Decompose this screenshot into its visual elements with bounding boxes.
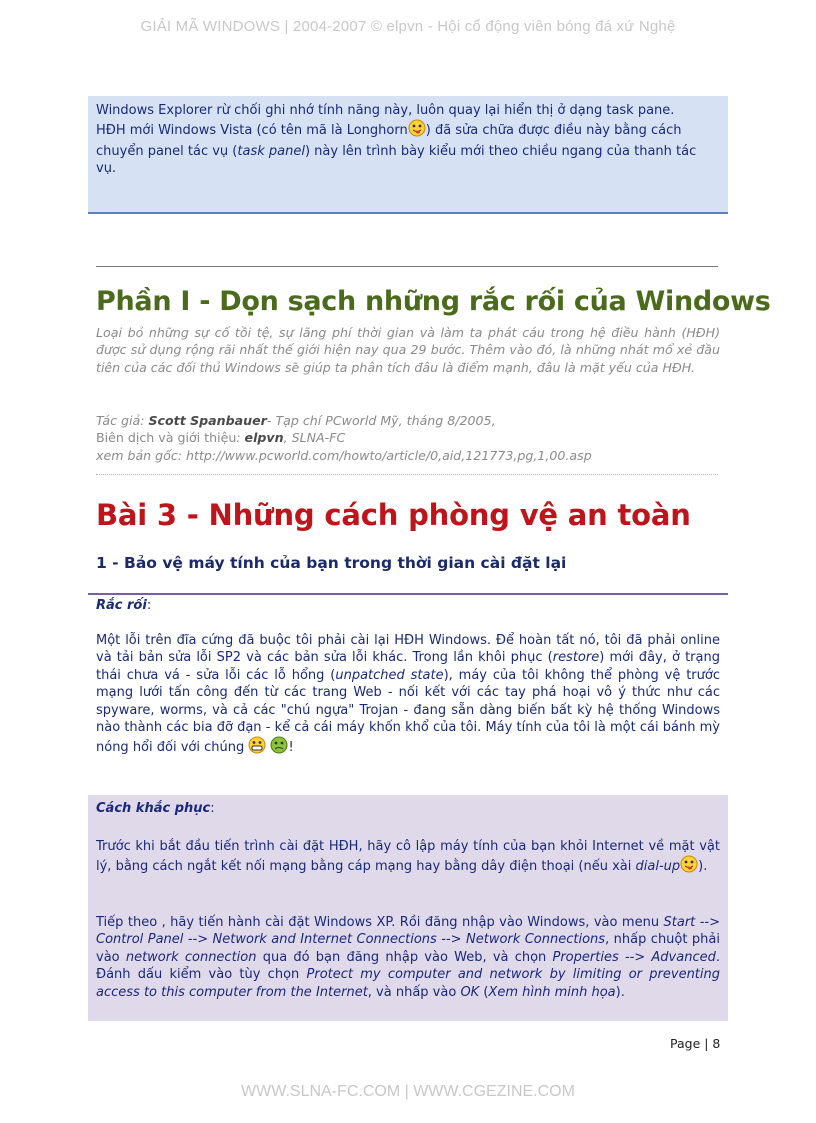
divider xyxy=(96,474,718,475)
fix-sentence: ). xyxy=(615,984,625,1000)
problem-colon: : xyxy=(146,598,152,613)
tongue-smiley-icon xyxy=(408,119,426,142)
translator-name: elpvn xyxy=(244,430,284,446)
source-link[interactable]: xem bản gốc: http://www.pcworld.com/howto/article/0,aid,121773,pg,1,00.asp xyxy=(96,447,592,463)
translator-colon: : xyxy=(236,430,245,446)
sick-smiley-icon xyxy=(270,736,288,759)
page-number: Page | 8 xyxy=(670,1036,721,1051)
note-line: ) này lên trình bày kiểu mới theo chiều ngang của thanh tác xyxy=(304,143,697,159)
translator-org: , SLNA-FC xyxy=(283,430,346,446)
author-name: Scott Spanbauer xyxy=(148,413,267,428)
author-line xyxy=(96,412,726,429)
fix-sentence: Tiếp theo , hãy tiến hành cài đặt Windows XP. Rồi đăng nhập vào Windows, vào menu xyxy=(96,915,664,930)
menu-path: Start --> Control Panel --> Network and Internet Connections --> Network Connections xyxy=(96,915,720,948)
section-divider xyxy=(88,593,728,595)
fix-label xyxy=(96,801,215,816)
page-header: GIẢI MÃ WINDOWS | 2004-2007 © elpvn - Hội cổ động viên bóng đá xứ Nghệ xyxy=(140,18,676,35)
problem-term: unpatched state xyxy=(335,667,444,683)
author-label: Tác giả: xyxy=(96,413,149,428)
fix-sentence: . Đánh dấu kiểm vào tùy chọn xyxy=(96,949,720,983)
fix-paragraph xyxy=(96,914,720,1001)
fix-paragraph xyxy=(96,838,720,879)
button-label: OK xyxy=(460,984,480,1000)
problem-sentence: ), máy của tôi không thể phòng vệ trước mạng lưới tấn công đến từ các trang Web - nối kết với các tay phá hoại vô ý thức như các spyware, worms, và cả các "chú ngựa" Trojan - đang sẵn dàng biến bất kỳ hệ thống Windows nào thành các bia đỡ đạn - kể cả cái máy khốn khổ của tôi. Máy tính của tôi là một cái bánh mỳ nóng hổi đối với chúng xyxy=(96,667,720,756)
note-line: Windows Explorer rừ chối ghi nhớ tính năng này, luôn quay lại hiển thị ở dạng task pane. xyxy=(96,103,675,118)
divider xyxy=(96,266,718,267)
fix-sentence: qua đó bạn đăng nhập vào Web, và chọn xyxy=(256,949,553,965)
problem-text xyxy=(96,632,720,760)
author-source: - Tạp chí PCworld Mỹ, tháng 8/2005, xyxy=(266,413,496,428)
translator-line xyxy=(96,429,726,446)
note-line: ) đã sửa chữa được điều này bằng cách xyxy=(425,123,682,139)
note-line: HĐH mới Windows Vista (có tên mã là Longhorn xyxy=(96,123,408,139)
fix-sentence: ( xyxy=(479,984,489,1000)
figure-reference: Xem hình minh họa xyxy=(488,984,616,1000)
problem-sentence: ) mới đây, ở trạng thái chưa vá - sửa lỗi các lỗ hổng ( xyxy=(96,650,720,683)
fix-sentence: Trước khi bắt đầu tiến trình cài đặt HĐH, hãy cô lập máy tính của bạn khỏi Internet về mặt vật lý, bằng cách ngắt kết nối mạng bằng cáp mạng hay bằng dây điện thoại (nếu xài xyxy=(96,839,720,875)
note-term: task panel xyxy=(237,143,305,159)
continued-note-box xyxy=(88,96,728,214)
part-intro: Loại bỏ những sự cố tồi tệ, sự lãng phí thời gian và làm ta phát cáu trong hệ điều hành (HĐH) được sử dụng rộng rãi nhất thế giới hiện nay qua 29 bước. Thêm vào đó, là những nhát mổ xẻ đầu tiên của các đối thủ Windows sẽ giúp ta phân tích đâu là điểm mạnh, đâu là mặt yếu của HĐH. xyxy=(96,325,720,375)
problem-term: restore xyxy=(552,650,600,666)
fix-term: dial-up xyxy=(635,859,681,875)
note-line: chuyển panel tác vụ ( xyxy=(96,143,238,159)
fix-sentence: ). xyxy=(698,859,708,875)
problem-label-text: Rắc rối xyxy=(96,598,147,613)
article-title: Bài 3 - Những cách phòng vệ an toàn xyxy=(96,498,691,532)
section-title: 1 - Bảo vệ máy tính của bạn trong thời gian cài đặt lại xyxy=(96,554,567,572)
fix-sentence: , và nhấp vào xyxy=(367,984,461,1000)
menu-path: Properties --> Advanced xyxy=(552,949,716,965)
page-footer: WWW.SLNA-FC.COM | WWW.CGEZINE.COM xyxy=(241,1083,575,1100)
problem-sentence: ! xyxy=(288,740,294,756)
translator-label: Biên dịch và giới thiệu xyxy=(96,430,237,446)
grin-smiley-icon xyxy=(248,736,266,759)
fix-colon: : xyxy=(210,801,215,816)
note-line: vụ. xyxy=(96,161,117,177)
note-text xyxy=(96,102,720,178)
fix-label-text: Cách khắc phục xyxy=(96,801,211,816)
fix-sentence: , nhấp chuột phải vào xyxy=(96,932,720,965)
fix-term: network connection xyxy=(125,949,257,965)
credits xyxy=(96,412,726,464)
problem-label xyxy=(96,598,151,613)
option-label: Protect my computer and network by limiting or preventing access to this computer from the Internet xyxy=(96,967,721,1000)
tongue-smiley-icon xyxy=(680,855,698,878)
part-title: Phần I - Dọn sạch những rắc rối của Windows xyxy=(96,286,771,317)
problem-sentence: Một lỗi trên đĩa cứng đã buộc tôi phải cài lại HĐH Windows. Để hoàn tất nó, tôi đã phải online và tải bản sửa lỗi SP2 và các bản sửa lỗi khác. Trong lần khôi phục ( xyxy=(96,633,720,666)
